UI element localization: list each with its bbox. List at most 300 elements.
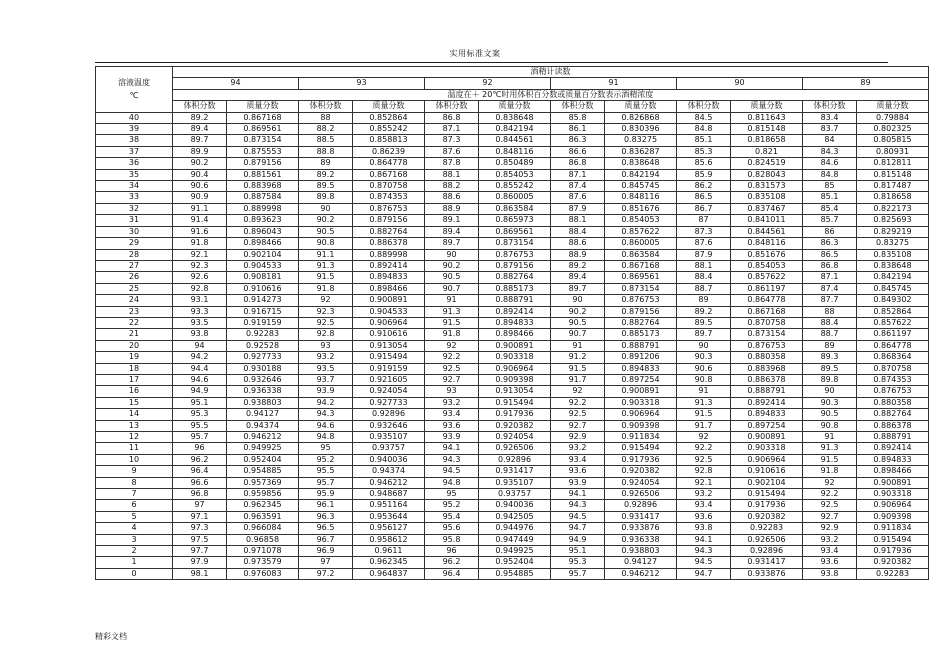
volume-fraction-cell: 93.8 (173, 329, 227, 340)
volume-fraction-cell: 92.3 (173, 260, 227, 271)
volume-fraction-cell: 87.6 (677, 238, 731, 249)
mass-fraction-cell: 0.93757 (353, 443, 425, 454)
mass-fraction-cell: 0.900891 (605, 386, 677, 397)
page-footer: 精彩文档 (95, 632, 127, 641)
temperature-cell: 8 (96, 477, 173, 488)
volume-fraction-cell: 95.7 (299, 477, 353, 488)
volume-fraction-cell: 92 (551, 386, 605, 397)
volume-fraction-cell: 85.6 (677, 158, 731, 169)
volume-fraction-cell: 92.2 (425, 352, 479, 363)
mass-fraction-cell: 0.881561 (227, 169, 299, 180)
volume-fraction-cell: 95.3 (173, 409, 227, 420)
mass-fraction-cell: 0.933876 (605, 523, 677, 534)
volume-fraction-cell: 98.1 (173, 568, 227, 579)
volume-fraction-cell: 91.5 (425, 317, 479, 328)
mass-fraction-cell: 0.838648 (479, 112, 551, 123)
mass-fraction-cell: 0.949925 (479, 546, 551, 557)
volume-fraction-cell: 86.8 (803, 260, 857, 271)
hydrometer-readings-row (96, 78, 929, 89)
volume-fraction-cell: 91.3 (677, 397, 731, 408)
volume-fraction-cell: 93.4 (803, 546, 857, 557)
volume-fraction-cell: 91 (425, 295, 479, 306)
volume-fraction-cell: 96 (425, 546, 479, 557)
volume-fraction-cell: 90.3 (803, 397, 857, 408)
volume-fraction-cell: 94.6 (173, 374, 227, 385)
mass-fraction-cell: 0.973579 (227, 557, 299, 568)
volume-fraction-cell: 90.6 (677, 363, 731, 374)
mass-fraction-cell: 0.837467 (731, 203, 803, 214)
volume-fraction-cell: 94.9 (551, 534, 605, 545)
mass-fraction-cell: 0.886378 (857, 420, 929, 431)
mass-fraction-cell: 0.889998 (353, 249, 425, 260)
volume-fraction-cell: 92.5 (551, 409, 605, 420)
volume-fraction-cell: 89.4 (425, 226, 479, 237)
mass-fraction-cell: 0.888791 (605, 340, 677, 351)
volume-fraction-cell: 92.7 (551, 420, 605, 431)
volume-fraction-cell: 92 (677, 432, 731, 443)
mass-fraction-cell: 0.864778 (353, 158, 425, 169)
mass-fraction-cell: 0.812811 (857, 158, 929, 169)
mass-fraction-cell: 0.815148 (857, 169, 929, 180)
table-row (96, 546, 929, 557)
mass-fraction-cell: 0.882764 (479, 272, 551, 283)
temperature-cell: 9 (96, 466, 173, 477)
table-row (96, 181, 929, 192)
temperature-cell: 27 (96, 260, 173, 271)
mass-fraction-cell: 0.838648 (605, 158, 677, 169)
volume-fraction-cell: 89.4 (551, 272, 605, 283)
volume-fraction-cell: 94.2 (299, 397, 353, 408)
temperature-cell: 26 (96, 272, 173, 283)
volume-fraction-cell: 88.4 (677, 272, 731, 283)
mass-fraction-cell: 0.911834 (605, 432, 677, 443)
mass-fraction-cell: 0.854053 (479, 169, 551, 180)
volume-fraction-cell: 94.1 (425, 443, 479, 454)
mass-fraction-cell: 0.940036 (479, 500, 551, 511)
volume-fraction-cell: 88.4 (803, 317, 857, 328)
mass-fraction-cell: 0.896043 (227, 226, 299, 237)
volume-fraction-cell: 83.4 (803, 112, 857, 123)
volume-fraction-cell: 96.7 (299, 534, 353, 545)
mass-fraction-cell: 0.867168 (353, 169, 425, 180)
mass-fraction-cell: 0.831573 (731, 181, 803, 192)
mass-fraction-cell: 0.952404 (479, 557, 551, 568)
volume-fraction-cell: 89.9 (173, 146, 227, 157)
page-header-title: 实用标准文案 (449, 49, 501, 58)
volume-fraction-cell: 87.3 (425, 135, 479, 146)
volume-fraction-cell: 93.8 (677, 523, 731, 534)
temperature-cell: 38 (96, 135, 173, 146)
reading-header-cell: 92 (425, 78, 551, 89)
mass-fraction-cell: 0.844561 (479, 135, 551, 146)
volume-fraction-cell: 92.8 (173, 283, 227, 294)
volume-fraction-cell: 93.4 (425, 409, 479, 420)
mass-fraction-cell: 0.874353 (353, 192, 425, 203)
mass-fraction-cell: 0.850489 (479, 158, 551, 169)
volume-fraction-cell: 97 (173, 500, 227, 511)
mass-fraction-cell: 0.9611 (353, 546, 425, 557)
mass-fraction-cell: 0.894833 (353, 272, 425, 283)
mass-fraction-cell: 0.930188 (227, 363, 299, 374)
temperature-cell: 4 (96, 523, 173, 534)
volume-fraction-cell: 94.5 (551, 511, 605, 522)
volume-fraction-cell: 96.5 (299, 523, 353, 534)
mass-fraction-cell: 0.971078 (227, 546, 299, 557)
temperature-cell: 6 (96, 500, 173, 511)
mass-fraction-cell: 0.902104 (731, 477, 803, 488)
mass-fraction-cell: 0.910616 (353, 329, 425, 340)
mass-fraction-cell: 0.916715 (227, 306, 299, 317)
volume-fraction-cell: 89.7 (425, 238, 479, 249)
table-row (96, 146, 929, 157)
volume-fraction-cell: 96 (173, 443, 227, 454)
volume-fraction-cell: 91.5 (299, 272, 353, 283)
volume-fraction-cell: 90.4 (173, 169, 227, 180)
volume-fraction-cell: 94.1 (677, 534, 731, 545)
mass-fraction-cell: 0.883968 (227, 181, 299, 192)
volume-fraction-cell: 92.2 (551, 397, 605, 408)
volume-fraction-cell: 94.5 (677, 557, 731, 568)
volume-fraction-cell: 84.8 (677, 124, 731, 135)
mass-fraction-cell: 0.935107 (479, 477, 551, 488)
volume-fraction-cell: 92 (425, 340, 479, 351)
mass-fraction-cell: 0.861197 (857, 329, 929, 340)
volume-fraction-cell: 89.2 (551, 260, 605, 271)
mass-fraction-cell: 0.83275 (605, 135, 677, 146)
mass-fraction-cell: 0.892414 (479, 306, 551, 317)
temperature-cell: 11 (96, 443, 173, 454)
volume-fraction-cell: 85.3 (677, 146, 731, 157)
volume-fraction-cell: 88 (803, 306, 857, 317)
mass-fraction-cell: 0.860005 (605, 238, 677, 249)
volume-fraction-cell: 94.3 (551, 500, 605, 511)
table-row (96, 272, 929, 283)
mass-fraction-cell: 0.842194 (857, 272, 929, 283)
temperature-cell: 0 (96, 568, 173, 579)
mass-fraction-cell: 0.851676 (731, 249, 803, 260)
volume-fraction-cell: 90.5 (299, 226, 353, 237)
mass-fraction-cell: 0.924054 (353, 386, 425, 397)
volume-fraction-cell: 87.4 (803, 283, 857, 294)
mass-fraction-cell: 0.903318 (479, 352, 551, 363)
temperature-cell: 39 (96, 124, 173, 135)
volume-fraction-cell: 96.3 (299, 511, 353, 522)
mass-fraction-cell: 0.888791 (731, 386, 803, 397)
volume-fraction-cell: 92.8 (299, 329, 353, 340)
mass-fraction-cell: 0.855242 (479, 181, 551, 192)
volume-fraction-cell: 90 (803, 386, 857, 397)
mass-fraction-header: 质量分数 (605, 101, 677, 112)
mass-fraction-cell: 0.946212 (605, 568, 677, 579)
volume-fraction-cell: 91.7 (551, 374, 605, 385)
mass-fraction-cell: 0.931417 (479, 466, 551, 477)
volume-fraction-cell: 97.1 (173, 511, 227, 522)
volume-fraction-cell: 89.2 (173, 112, 227, 123)
volume-fraction-cell: 89.8 (299, 192, 353, 203)
mass-fraction-cell: 0.942505 (479, 511, 551, 522)
mass-fraction-cell: 0.935107 (353, 432, 425, 443)
mass-fraction-header: 质量分数 (353, 101, 425, 112)
mass-fraction-cell: 0.869561 (479, 226, 551, 237)
volume-fraction-cell: 84.6 (803, 158, 857, 169)
volume-fraction-cell: 93.2 (677, 489, 731, 500)
mass-fraction-cell: 0.854053 (731, 260, 803, 271)
volume-fraction-cell: 92.3 (299, 306, 353, 317)
temperature-cell: 31 (96, 215, 173, 226)
mass-fraction-cell: 0.817487 (857, 181, 929, 192)
volume-fraction-cell: 88 (299, 112, 353, 123)
volume-fraction-cell: 91.1 (173, 203, 227, 214)
volume-fraction-cell: 94.2 (173, 352, 227, 363)
mass-fraction-cell: 0.954885 (479, 568, 551, 579)
mass-fraction-cell: 0.857622 (857, 317, 929, 328)
volume-fraction-cell: 94.9 (173, 386, 227, 397)
mass-fraction-cell: 0.855242 (353, 124, 425, 135)
volume-fraction-cell: 87.1 (425, 124, 479, 135)
mass-fraction-cell: 0.954885 (227, 466, 299, 477)
mass-fraction-cell: 0.92896 (731, 546, 803, 557)
volume-fraction-cell: 94.6 (299, 420, 353, 431)
table-row (96, 443, 929, 454)
mass-fraction-cell: 0.910616 (227, 283, 299, 294)
mass-fraction-cell: 0.900891 (479, 340, 551, 351)
mass-fraction-cell: 0.927733 (353, 397, 425, 408)
volume-fraction-cell: 90.6 (173, 181, 227, 192)
volume-fraction-cell: 92 (803, 477, 857, 488)
volume-fraction-cell: 94.8 (299, 432, 353, 443)
volume-fraction-cell: 94.3 (677, 546, 731, 557)
table-row (96, 215, 929, 226)
mass-fraction-header: 质量分数 (857, 101, 929, 112)
volume-fraction-cell: 96.1 (299, 500, 353, 511)
mass-fraction-cell: 0.904533 (353, 306, 425, 317)
volume-fraction-cell: 92.1 (173, 249, 227, 260)
volume-fraction-cell: 93 (299, 340, 353, 351)
mass-fraction-cell: 0.894833 (479, 317, 551, 328)
reading-header-cell: 94 (173, 78, 299, 89)
volume-fraction-cell: 97 (299, 557, 353, 568)
volume-fraction-cell: 90.2 (425, 260, 479, 271)
volume-fraction-cell: 91.8 (803, 466, 857, 477)
mass-fraction-cell: 0.885173 (479, 283, 551, 294)
volume-fraction-cell: 85.1 (677, 135, 731, 146)
volume-fraction-cell: 90 (425, 249, 479, 260)
mass-fraction-cell: 0.949925 (227, 443, 299, 454)
volume-fraction-cell: 84 (803, 135, 857, 146)
volume-fraction-cell: 91.5 (551, 363, 605, 374)
mass-fraction-cell: 0.818658 (731, 135, 803, 146)
mass-fraction-cell: 0.892414 (731, 397, 803, 408)
mass-fraction-cell: 0.919159 (227, 317, 299, 328)
volume-fraction-cell: 94.8 (425, 477, 479, 488)
mass-fraction-cell: 0.888791 (857, 432, 929, 443)
mass-fraction-cell: 0.926506 (479, 443, 551, 454)
temperature-cell: 18 (96, 363, 173, 374)
volume-fraction-cell: 87.8 (425, 158, 479, 169)
mass-fraction-cell: 0.92283 (227, 329, 299, 340)
mass-fraction-cell: 0.926506 (605, 489, 677, 500)
mass-fraction-cell: 0.911834 (857, 523, 929, 534)
volume-fraction-cell: 87.4 (551, 181, 605, 192)
table-row (96, 523, 929, 534)
temperature-cell: 1 (96, 557, 173, 568)
volume-fraction-cell: 94.3 (299, 409, 353, 420)
mass-fraction-cell: 0.802325 (857, 124, 929, 135)
volume-fraction-cell: 91.3 (299, 260, 353, 271)
mass-fraction-cell: 0.851676 (605, 203, 677, 214)
temperature-cell: 23 (96, 306, 173, 317)
volume-fraction-cell: 91 (803, 432, 857, 443)
volume-fraction-cell: 91 (551, 340, 605, 351)
volume-fraction-cell: 89.5 (803, 363, 857, 374)
mass-fraction-cell: 0.822173 (857, 203, 929, 214)
volume-fraction-cell: 87.3 (677, 226, 731, 237)
mass-fraction-cell: 0.892414 (857, 443, 929, 454)
volume-fraction-cell: 96.9 (299, 546, 353, 557)
table-row (96, 568, 929, 579)
mass-fraction-cell: 0.873154 (479, 238, 551, 249)
table-row (96, 112, 929, 123)
mass-fraction-cell: 0.933876 (731, 568, 803, 579)
volume-fraction-cell: 95.7 (173, 432, 227, 443)
volume-fraction-cell: 91.2 (551, 352, 605, 363)
volume-fraction-cell: 88.6 (425, 192, 479, 203)
mass-fraction-header: 质量分数 (479, 101, 551, 112)
mass-fraction-cell: 0.857622 (731, 272, 803, 283)
mass-fraction-cell: 0.865973 (479, 215, 551, 226)
temperature-cell: 37 (96, 146, 173, 157)
volume-fraction-cell: 93.2 (803, 534, 857, 545)
table-row (96, 511, 929, 522)
volume-fraction-cell: 93.5 (299, 363, 353, 374)
mass-fraction-cell: 0.876753 (605, 295, 677, 306)
table-row (96, 534, 929, 545)
reading-header-cell: 90 (677, 78, 803, 89)
mass-fraction-cell: 0.936338 (227, 386, 299, 397)
volume-fraction-cell: 91.3 (803, 443, 857, 454)
table-row (96, 306, 929, 317)
volume-fraction-cell: 90 (299, 203, 353, 214)
volume-fraction-cell: 91.5 (803, 454, 857, 465)
mass-fraction-cell: 0.920382 (605, 466, 677, 477)
table-row (96, 397, 929, 408)
volume-fraction-cell: 96.2 (425, 557, 479, 568)
mass-fraction-cell: 0.838648 (857, 260, 929, 271)
mass-fraction-cell: 0.869561 (227, 124, 299, 135)
volume-fraction-cell: 90.8 (677, 374, 731, 385)
volume-fraction-cell: 89 (299, 158, 353, 169)
mass-fraction-cell: 0.891206 (605, 352, 677, 363)
volume-fraction-cell: 91.6 (173, 226, 227, 237)
mass-fraction-cell: 0.910616 (731, 466, 803, 477)
volume-fraction-cell: 96.4 (425, 568, 479, 579)
table-row (96, 374, 929, 385)
mass-fraction-cell: 0.879156 (227, 158, 299, 169)
volume-fraction-cell: 95.1 (173, 397, 227, 408)
volume-fraction-cell: 86 (803, 226, 857, 237)
table-row (96, 420, 929, 431)
reading-header-cell: 93 (299, 78, 425, 89)
mass-fraction-cell: 0.883968 (731, 363, 803, 374)
mass-fraction-cell: 0.940036 (353, 454, 425, 465)
volume-fraction-cell: 89.2 (677, 306, 731, 317)
temperature-cell: 20 (96, 340, 173, 351)
temperature-cell: 36 (96, 158, 173, 169)
volume-fraction-cell: 87.6 (425, 146, 479, 157)
volume-fraction-cell: 86.1 (551, 124, 605, 135)
volume-fraction-cell: 89.5 (677, 317, 731, 328)
mass-fraction-cell: 0.947449 (479, 534, 551, 545)
table-row (96, 454, 929, 465)
mass-fraction-cell: 0.880358 (857, 397, 929, 408)
volume-fraction-cell: 92.5 (425, 363, 479, 374)
header-divider (95, 62, 888, 63)
volume-fraction-cell: 90.8 (803, 420, 857, 431)
mass-fraction-cell: 0.821 (731, 146, 803, 157)
volume-fraction-cell: 91.3 (425, 306, 479, 317)
volume-fraction-cell: 86.5 (677, 192, 731, 203)
mass-fraction-cell: 0.858813 (353, 135, 425, 146)
volume-fraction-cell: 87 (677, 215, 731, 226)
volume-fraction-cell: 94.7 (551, 523, 605, 534)
volume-fraction-cell: 93.6 (425, 420, 479, 431)
volume-fraction-cell: 88.4 (551, 226, 605, 237)
volume-fraction-cell: 97.7 (173, 546, 227, 557)
table-row (96, 295, 929, 306)
mass-fraction-cell: 0.835108 (731, 192, 803, 203)
volume-fraction-cell: 96.2 (173, 454, 227, 465)
volume-fraction-cell: 85.8 (551, 112, 605, 123)
volume-fraction-cell: 95.5 (173, 420, 227, 431)
volume-fraction-cell: 85.7 (803, 215, 857, 226)
temperature-cell: 13 (96, 420, 173, 431)
volume-fraction-cell: 95.7 (551, 568, 605, 579)
mass-fraction-header: 质量分数 (731, 101, 803, 112)
table-row (96, 557, 929, 568)
mass-fraction-cell: 0.946212 (227, 432, 299, 443)
volume-fraction-cell: 93.4 (551, 454, 605, 465)
volume-fraction-cell: 86.6 (551, 146, 605, 157)
temperature-header-label: 溶液温度 (118, 78, 150, 88)
reading-header-cell: 91 (551, 78, 677, 89)
mass-fraction-cell: 0.900891 (731, 432, 803, 443)
volume-fraction-cell: 95.2 (425, 500, 479, 511)
mass-fraction-cell: 0.92896 (479, 454, 551, 465)
volume-fraction-cell: 86.8 (551, 158, 605, 169)
volume-fraction-cell: 87.9 (677, 249, 731, 260)
mass-fraction-cell: 0.953644 (353, 511, 425, 522)
volume-fraction-cell: 92.5 (299, 317, 353, 328)
mass-fraction-cell: 0.886378 (353, 238, 425, 249)
mass-fraction-cell: 0.845745 (605, 181, 677, 192)
temperature-cell: 35 (96, 169, 173, 180)
volume-fraction-cell: 90 (677, 340, 731, 351)
mass-fraction-cell: 0.92896 (353, 409, 425, 420)
volume-fraction-cell: 86.5 (803, 249, 857, 260)
mass-fraction-cell: 0.957369 (227, 477, 299, 488)
mass-fraction-cell: 0.887584 (227, 192, 299, 203)
mass-fraction-cell: 0.924054 (479, 432, 551, 443)
mass-fraction-cell: 0.906964 (857, 500, 929, 511)
mass-fraction-cell: 0.92896 (605, 500, 677, 511)
volume-fraction-cell: 89.7 (173, 135, 227, 146)
temperature-cell: 28 (96, 249, 173, 260)
mass-fraction-cell: 0.94374 (227, 420, 299, 431)
volume-fraction-cell: 87.9 (551, 203, 605, 214)
mass-fraction-cell: 0.880358 (731, 352, 803, 363)
mass-fraction-cell: 0.873154 (605, 283, 677, 294)
volume-fraction-cell: 89.5 (299, 181, 353, 192)
